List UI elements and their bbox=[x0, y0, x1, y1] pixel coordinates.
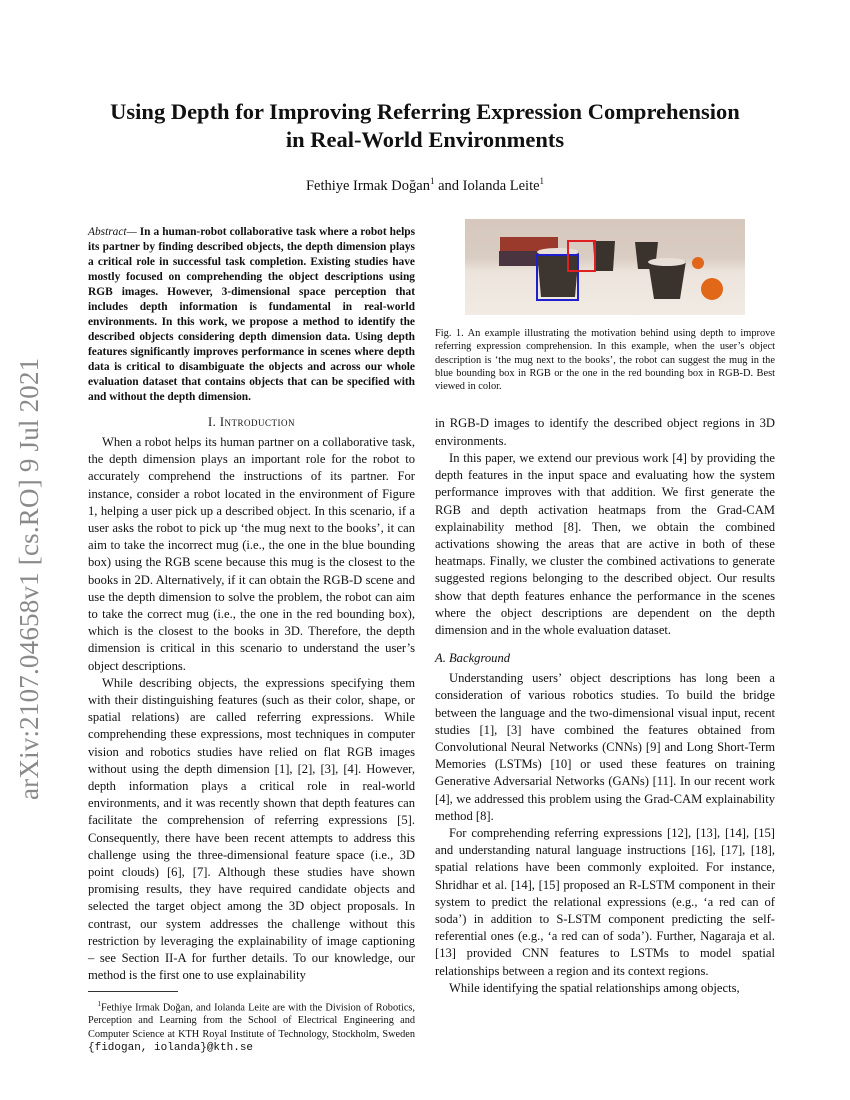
author-emails: {fidogan, iolanda}@kth.se bbox=[88, 1041, 254, 1054]
paragraph: While describing objects, the expressions specifying them with their distinguishing features (such as their color, shape, or spatial relations) are called referring expressions. While comprehending these expressions, most techniques in computer vision and robotics studies have relied on flat RGB images without using the depth dimension [1], [2], [3], [4]. However, depth information plays a critical role in real-world environments, and it was recently shown that depth features can facilitate the comprehension of referring expressions [5]. Consequently, there have been recent attempts to address this challenge using the three-dimensional feature space (i.e., 3D point clouds) [6], [7]. Although these studies have shown promising results, they have required candidate objects and selected the target object among the 3D object proposals. In contrast, our system addresses the challenge without this restriction by leveraging the explainability of image captioning – see Section II-A for further details. To our knowledge, our method is the first one to use explainability bbox=[88, 675, 415, 983]
figure-1-image bbox=[465, 219, 745, 315]
scene-illustration bbox=[465, 219, 745, 315]
left-column bbox=[88, 225, 415, 1055]
footnote bbox=[88, 998, 415, 1056]
abstract-label: Abstract— bbox=[88, 226, 137, 238]
author-name: Iolanda Leite bbox=[462, 177, 540, 194]
affiliation-mark: 1 bbox=[429, 176, 435, 186]
orange-small bbox=[692, 257, 704, 269]
figure-1-caption: Fig. 1. An example illustrating the motivation behind using depth to improve referring expression comprehension. In this example, when the user’s object description is ‘the mug next to the books’, the robot can suggest the mug in the blue bounding box in RGB or the one in the red bounding box in RGB-D. Best viewed in color. bbox=[435, 328, 775, 393]
affiliation-mark: 1 bbox=[539, 176, 545, 186]
orange-large bbox=[701, 278, 723, 300]
paragraph: When a robot helps its human partner on a collaborative task, the depth dimension plays an important role for the robot to accurately comprehend the instructions of its partner. For instance, consider a robot located in the environment of Figure 1, helping a user pick up a described object. In this scenario, if a user asks the robot to pick up ‘the mug next to the books’, it can aim to take the incorrect mug (i.e., the one in the blue bounding box) using the RGB scene because this mug is the closest to the books in 2D. Alternatively, if it can obtain the RGB-D scene and use the depth dimension to solve the problem, the robot can aim to take the correct mug (i.e., the one in the red bounding box), which is the closest to the books in 3D. Therefore, the depth dimension is critical in this scenario to understand the user’s object descriptions. bbox=[88, 435, 415, 673]
paragraph: While identifying the spatial relationships among objects, bbox=[449, 980, 740, 995]
footnote-text: Fethiye Irmak Doğan, and Iolanda Leite are with the Division of Robotics, Perception and Learning from the School of Electrical Engineering and Computer Science at KTH Royal Institute of Technology, Stockholm, Sweden bbox=[88, 1001, 415, 1040]
paragraph: In this paper, we extend our previous work [4] by providing the depth features in the input space and evaluating how the system performance improves with that addition. We first generate the RGB and depth activation heatmaps from the Grad-CAM explainability method [8]. Then, we obtain the combined activations showing the areas that are active in both of these heatmaps. Finally, we cluster the combined activations to generate suggested regions belonging to the described object. Our results show that depth features enhance the performance in the scenes where the object descriptions are dependent on the depth dimension and in the whole evaluation dataset. bbox=[435, 450, 775, 637]
paragraph: For comprehending referring expressions [12], [13], [14], [15] and understanding natural language instructions [16], [17], [18], spatial relations have been commonly exploited. For instance, Shridhar et al. [14], [15] proposed an R-LSTM component in their system to predict the relational expressions (e.g., ‘a red can of soda’) in addition to S-LSTM component predicting the self-referential ones (e.g., ‘a red can of soda’). Further, Nagaraja et al. [13] provided CNN features to LSTMs to model spatial relationships between a region and its context regions. bbox=[435, 825, 775, 978]
paragraph: Understanding users’ object descriptions has long been a consideration of various robotics studies. To build the bridge between the language and the two-dimensional visual input, recent studies [1], [3] have combined the features obtained from Convolutional Neural Networks (CNNs) [9] and Long Short-Term Memories (LSTMs) [10] or used these features on training Generative Adversarial Networks (GANs) [11]. In our recent work [4], we addressed this problem using the Grad-CAM explainability method [8]. bbox=[435, 671, 775, 823]
section-heading: I. Introduction bbox=[207, 415, 296, 429]
paper-title: Using Depth for Improving Referring Expression Comprehension in Real-World Environments bbox=[110, 99, 740, 152]
abstract bbox=[88, 225, 415, 405]
footnote-rule bbox=[88, 991, 178, 992]
author-list bbox=[60, 176, 790, 195]
mug-rim bbox=[648, 258, 686, 266]
mug-right bbox=[648, 261, 686, 299]
mug-front bbox=[537, 251, 579, 297]
footnote-mark: 1 bbox=[97, 999, 102, 1008]
author-conjunction: and bbox=[438, 177, 460, 194]
mug-back bbox=[593, 241, 615, 271]
arxiv-identifier: arXiv:2107.04658v1 [cs.RO] 9 Jul 2021 bbox=[14, 357, 44, 800]
abstract-text: In a human-robot collaborative task where a robot helps its partner by finding described objects, the depth dimension plays a critical role in successful task completion. Existing studies have mostly focused on comprehending the object descriptions using RGB images. However, 3-dimensional space perception that includes depth information is fundamental in real-world environments. In this work, we propose a method to identify the described objects considering depth dimension data. Using depth features significantly improves performance in scenes where depth data is critical to disambiguate the objects and across our whole evaluation dataset that contains objects that can be specified with and without the depth dimension. bbox=[88, 226, 415, 403]
subsection-heading: A. Background bbox=[435, 651, 511, 666]
author-name: Fethiye Irmak Doğan bbox=[305, 177, 430, 194]
right-column bbox=[435, 219, 775, 997]
paragraph: in RGB-D images to identify the described object regions in 3D environments. bbox=[435, 416, 775, 448]
